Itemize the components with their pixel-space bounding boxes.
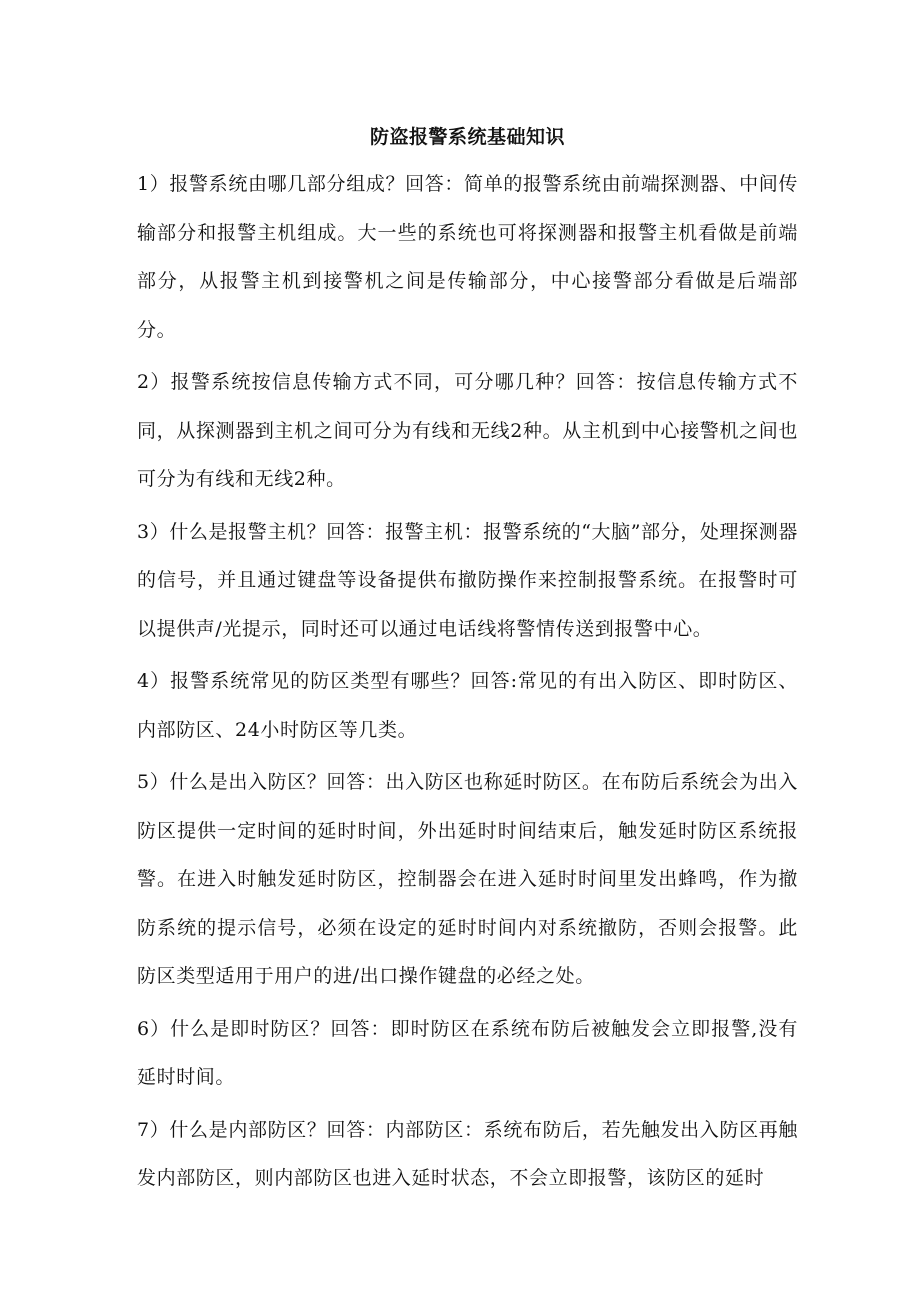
qa-paragraph-4: 4）报警系统常见的防区类型有哪些？回答:常见的有出入防区、即时防区、内部防区、24小时防区等几类。 <box>137 670 798 741</box>
qa-paragraph-3: 3）什么是报警主机？回答：报警主机：报警系统的“大脑”部分，处理探测器的信号，并且通过键盘等设备提供布撤防操作来控制报警系统。在报警时可以提供声/光提示，同时还可以通过电话线将警情传送到报警中心。 <box>137 520 798 640</box>
qa-paragraph-1: 1）报警系统由哪几部分组成？回答：简单的报警系统由前端探测器、中间传输部分和报警主机组成。大一些的系统也可将探测器和报警主机看做是前端部分，从报警主机到接警机之间是传输部分，中心接警部分看做是后端部分。 <box>137 173 798 341</box>
qa-paragraph-2: 2）报警系统按信息传输方式不同，可分哪几种？回答：按信息传输方式不同，从探测器到主机之间可分为有线和无线2种。从主机到中心接警机之间也可分为有线和无线2种。 <box>137 371 798 490</box>
qa-paragraph-7: 7）什么是内部防区？回答：内部防区：系统布防后，若先触发出入防区再触发内部防区，则内部防区也进入延时状态，不会立即报警，该防区的延时 <box>137 1118 798 1189</box>
document-title: 防盗报警系统基础知识 <box>369 126 565 148</box>
qa-paragraph-5: 5）什么是出入防区？回答：出入防区也称延时防区。在布防后系统会为出入防区提供一定时间的延时时间，外出延时时间结束后，触发延时防区系统报警。在进入时触发延时防区，控制器会在进入延时时间里发出蜂鸣，作为撤防系统的提示信号，必须在设定的延时时间内对系统撤防，否则会报警。此防区类型适用于用户的进/出口操作键盘的必经之处。 <box>137 771 798 987</box>
qa-paragraph-6: 6）什么是即时防区？回答：即时防区在系统布防后被触发会立即报警,没有延时时间。 <box>137 1017 798 1088</box>
